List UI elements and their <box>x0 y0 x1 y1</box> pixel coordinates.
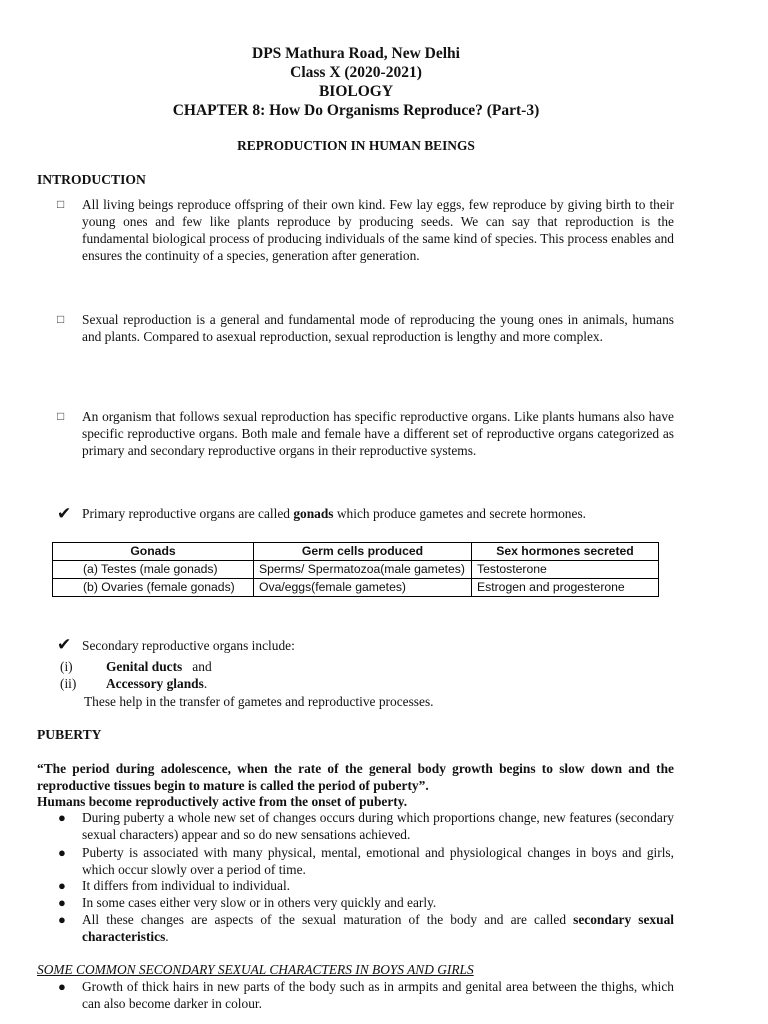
puberty-definition: “The period during adolescence, when the rate of the general body growth begins to slow down and the reproductive tissues begin to mature is called the period of puberty”. <box>37 761 674 793</box>
primary-organs-line: Primary reproductive organs are called gonads which produce gametes and secrete hormones. <box>82 506 586 521</box>
gonads-table <box>52 542 659 597</box>
list-item: Accessory glands. <box>106 676 208 691</box>
introduction-heading: INTRODUCTION <box>37 172 146 187</box>
check-mark-icon: ✔ <box>57 504 72 524</box>
bullet-dot-icon: ● <box>58 810 66 825</box>
bullet-dot-icon: ● <box>58 878 66 893</box>
box-bullet-icon: □ <box>57 197 65 211</box>
list-item: Growth of thick hairs in new parts of the body such as in armpits and genital area between the thighs, which can also become darker in colour. <box>82 979 674 1011</box>
table-cell: (b) Ovaries (female gonads) <box>53 579 254 597</box>
subject-title: BIOLOGY <box>318 83 394 100</box>
puberty-heading: PUBERTY <box>37 727 102 742</box>
topic-title: REPRODUCTION IN HUMAN BEINGS <box>237 138 475 153</box>
list-item: All these changes are aspects of the sexual maturation of the body and are called secondary sexual characteristics. <box>82 912 674 944</box>
list-number: (i) <box>60 659 73 674</box>
class-line: Class X (2020-2021) <box>290 64 422 81</box>
table-cell: (a) Testes (male gonads) <box>53 561 254 579</box>
intro-paragraph-2: Sexual reproduction is a general and fundamental mode of reproducing the young ones in animals, humans and plants. Compared to asexual reproduction, sexual reproduction is lengthy and more complex. <box>82 312 674 344</box>
table-cell: Ova/eggs(female gametes) <box>254 579 472 597</box>
list-item: It differs from individual to individual. <box>82 878 291 893</box>
box-bullet-icon: □ <box>57 409 65 423</box>
list-number: (ii) <box>60 676 77 691</box>
check-mark-icon: ✔ <box>57 635 72 655</box>
intro-paragraph-3: An organism that follows sexual reproduction has specific reproductive organs. Like plants humans also have specific reproductive organs. Both male and female have a different set of reproductive organs categorized as primary and secondary reproductive organs in their reproductive systems. <box>82 409 674 458</box>
secondary-organs-intro: Secondary reproductive organs include: <box>82 638 295 653</box>
bullet-dot-icon: ● <box>58 895 66 910</box>
secondary-note: These help in the transfer of gametes and reproductive processes. <box>84 694 434 709</box>
list-item: During puberty a whole new set of changes occurs during which proportions change, new features (secondary sexual characters) appear and so do new sensations achieved. <box>82 810 674 842</box>
chapter-title: CHAPTER 8: How Do Organisms Reproduce? (Part-3) <box>172 102 540 119</box>
list-item: Puberty is associated with many physical, mental, emotional and physiological changes in boys and girls, which occur slowly over a period of time. <box>82 845 674 877</box>
table-cell: Estrogen and progesterone <box>472 579 659 597</box>
box-bullet-icon: □ <box>57 312 65 326</box>
bullet-dot-icon: ● <box>58 979 66 994</box>
table-header-cell: Gonads <box>53 543 254 561</box>
list-item: Genital ducts and <box>106 659 212 674</box>
table-row <box>53 579 659 597</box>
table-header-row <box>53 543 659 561</box>
table-row <box>53 561 659 579</box>
common-characters-heading: SOME COMMON SECONDARY SEXUAL CHARACTERS IN BOYS AND GIRLS <box>37 962 474 977</box>
school-name: DPS Mathura Road, New Delhi <box>252 45 460 62</box>
table-cell: Sperms/ Spermatozoa(male gametes) <box>254 561 472 579</box>
bullet-dot-icon: ● <box>58 845 66 860</box>
list-item: In some cases either very slow or in others very quickly and early. <box>82 895 437 910</box>
table-cell: Testosterone <box>472 561 659 579</box>
table-header-cell: Sex hormones secreted <box>472 543 659 561</box>
bullet-dot-icon: ● <box>58 912 66 927</box>
table-header-cell: Germ cells produced <box>254 543 472 561</box>
intro-paragraph-1: All living beings reproduce offspring of their own kind. Few lay eggs, few reproduce by giving birth to their young ones and few like plants reproduce by producing seeds. We can say that reproduction is the fundamental biological process of producing individuals of the same kind of species. This process enables and ensures the continuity of a species, generation after generation. <box>82 197 674 263</box>
puberty-active-line: Humans become reproductively active from the onset of puberty. <box>37 794 408 809</box>
